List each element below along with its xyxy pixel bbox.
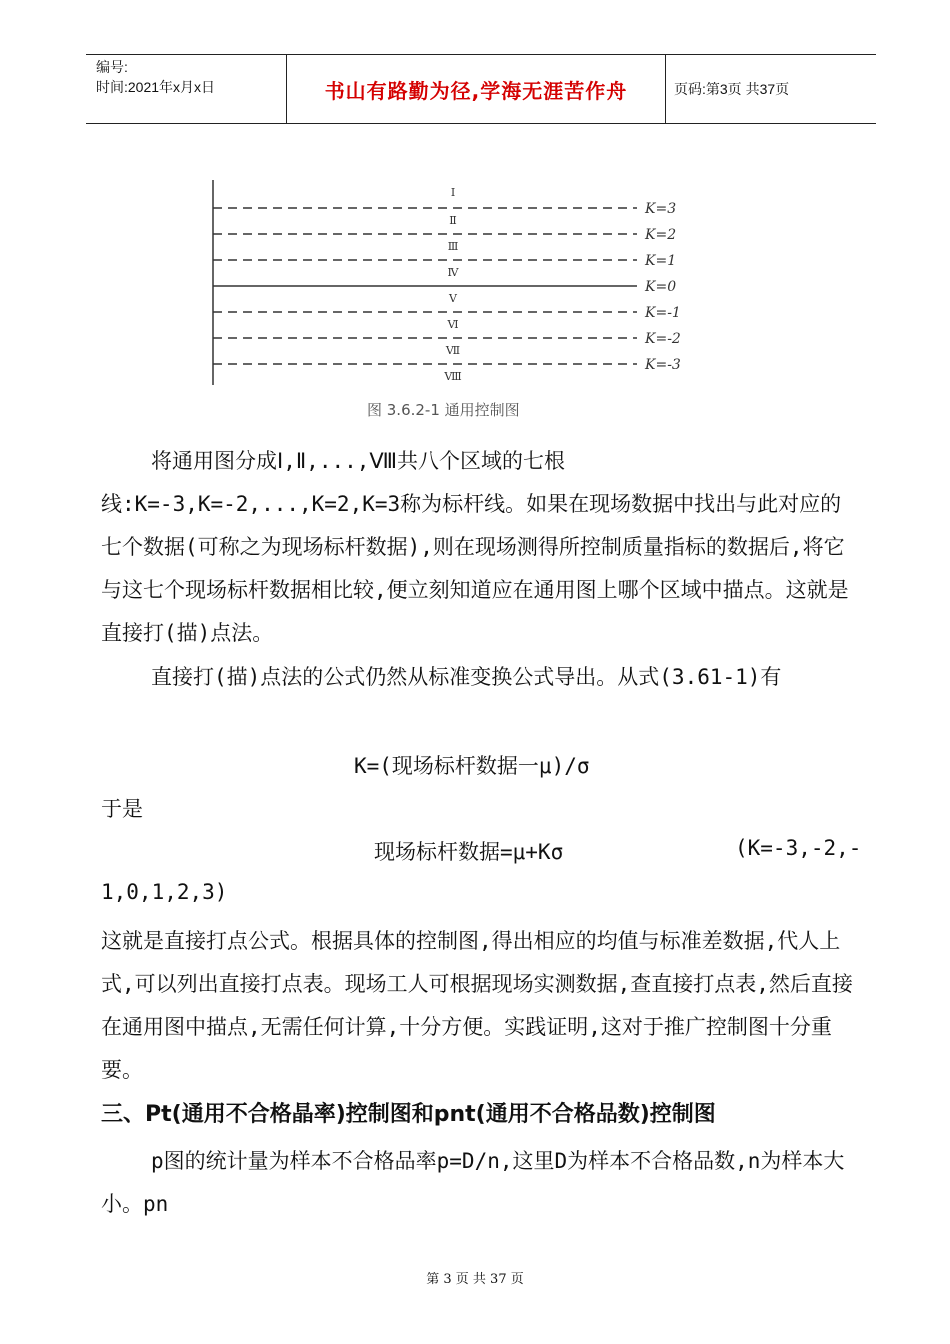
region-label: Ⅶ <box>445 344 461 357</box>
region-label: Ⅵ <box>447 318 459 331</box>
paragraph-1: 将通用图分成Ⅰ,Ⅱ,...,Ⅷ共八个区域的七根线:K=-3,K=-2,...,K=2,K=3称为标杆线。如果在现场数据中找出与此对应的七个数据(可称之为现场标杆数据),则在现场测得所控制质量指标的数据后,将它与这七个现场标杆数据相比较,便立刻知道应在通用图上哪个区域中描点。这就是直接打(描)点法。 <box>101 449 849 645</box>
paragraph-5: p图的统计量为样本不合格品率p=D/n,这里D为样本不合格品数,n为样本大小。pn <box>101 1149 845 1216</box>
control-line-label: K=-1 <box>645 305 681 321</box>
formula-range-cont: 1,0,1,2,3) <box>101 880 228 904</box>
document-time: 时间:2021年x月x日 <box>96 79 216 95</box>
region-label: Ⅴ <box>449 292 457 305</box>
region-label: Ⅷ <box>444 370 462 383</box>
control-line-label: K=2 <box>645 227 677 243</box>
control-line-label: K=-3 <box>645 357 681 373</box>
paragraph-2: 直接打(描)点法的公式仍然从标准变换公式导出。从式(3.61-1)有 <box>151 665 782 689</box>
control-chart-figure <box>205 175 705 425</box>
region-label: Ⅲ <box>447 240 459 253</box>
control-chart-svg <box>205 175 705 425</box>
formula-range: (K=-3,-2,- <box>735 836 862 860</box>
control-line-label: K=-2 <box>645 331 681 347</box>
region-label: Ⅳ <box>447 266 459 279</box>
section-heading: 三、Pt(通用不合格晶率)控制图和pnt(通用不合格品数)控制图 <box>101 1102 716 1127</box>
header-meta <box>86 55 286 123</box>
page-footer: 第 3 页 共 37 页 <box>426 1272 524 1287</box>
header-page-info: 页码:第3页 共37页 <box>674 81 790 97</box>
figure-caption: 图 3.6.2-1 通用控制图 <box>367 401 520 419</box>
document-number-label: 编号: <box>96 59 128 75</box>
region-label: Ⅰ <box>450 186 456 199</box>
page-header <box>86 54 876 124</box>
formula-k: K=(现场标杆数据一μ)/σ <box>354 754 590 778</box>
region-label: Ⅱ <box>449 214 457 227</box>
paragraph-4: 这就是直接打点公式。根据具体的控制图,得出相应的均值与标准差数据,代人上式,可以列出直接打点表。现场工人可根据现场实测数据,查直接打点表,然后直接在通用图中描点,无需任何计算,十分方便。实践证明,这对于推广控制图十分重要。 <box>101 929 853 1082</box>
control-line-label: K=0 <box>645 279 677 295</box>
formula-benchmark: 现场标杆数据=μ+Kσ <box>374 840 564 864</box>
paragraph-3: 于是 <box>101 797 143 821</box>
header-motto: 书山有路勤为径,学海无涯苦作舟 <box>286 55 666 123</box>
control-line-label: K=1 <box>645 253 677 269</box>
control-line-label: K=3 <box>645 201 677 217</box>
